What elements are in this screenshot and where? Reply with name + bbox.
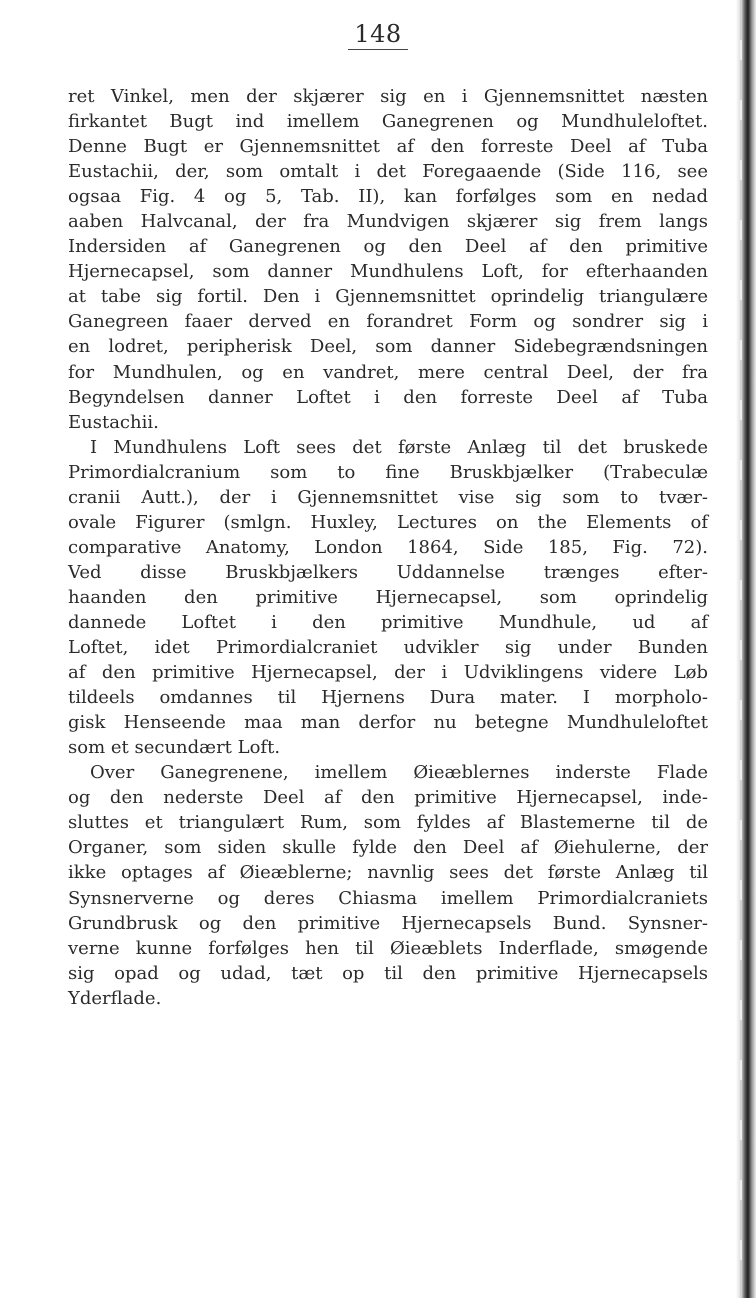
text-line: firkantet Bugt ind imellem Ganegrenen og Mundhuleloftet.: [68, 111, 708, 133]
text-line: Ganegreen faaer derved en forandret Form og sondrer sig i: [68, 311, 708, 333]
text-line: at tabe sig fortil. Den i Gjennemsnittet oprindelig triangulære: [68, 286, 708, 308]
text-line: Denne Bugt er Gjennemsnittet af den forreste Deel af Tuba: [68, 136, 708, 158]
body-text: [68, 84, 708, 1011]
text-line: verne kunne forfølges hen til Øieæblets Inderflade, smøgende: [68, 937, 708, 959]
text-line: aaben Halvcanal, der fra Mundvigen skjærer sig frem langs: [68, 211, 708, 233]
text-line: comparative Anatomy, London 1864, Side 185, Fig. 72).: [68, 536, 708, 558]
text-line: I Mundhulens Loft sees det første Anlæg til det bruskede: [90, 436, 708, 458]
text-line: Hjernecapsel, som danner Mundhulens Loft, for efterhaanden: [68, 261, 708, 283]
page-number: 148: [0, 20, 756, 48]
page-binding-edge: [736, 0, 756, 1298]
text-line: Eustachii, der, som omtalt i det Foregaaende (Side 116, see: [68, 161, 708, 183]
text-line: af den primitive Hjernecapsel, der i Udviklingens videre Løb: [68, 662, 708, 684]
text-line: ogsaa Fig. 4 og 5, Tab. II), kan forfølges som en nedad: [68, 186, 708, 208]
text-line: ikke optages af Øieæblerne; navnlig sees det første Anlæg til: [68, 862, 708, 884]
text-line: Organer, som siden skulle fylde den Deel af Øiehulerne, der: [68, 837, 708, 859]
text-line: cranii Autt.), der i Gjennemsnittet vise sig som to tvær-: [68, 486, 708, 508]
text-line: sig opad og udad, tæt op til den primitive Hjernecapsels: [68, 962, 708, 984]
text-line: og den nederste Deel af den primitive Hjernecapsel, inde-: [68, 787, 708, 809]
text-line: en lodret, peripherisk Deel, som danner Sidebegrændsningen: [68, 336, 708, 358]
text-line: ovale Figurer (smlgn. Huxley, Lectures on the Elements of: [68, 511, 708, 533]
text-line: ret Vinkel, men der skjærer sig en i Gjennemsnittet næsten: [68, 86, 708, 107]
text-line: tildeels omdannes til Hjernens Dura mater. I morpholo-: [68, 687, 708, 709]
text-line: Eustachii.: [68, 411, 159, 433]
text-line: som et secundært Loft.: [68, 737, 281, 759]
text-line: sluttes et triangulært Rum, som fyldes af Blastemerne til de: [68, 812, 708, 834]
text-line: Synsnerverne og deres Chiasma imellem Primordialcraniets: [68, 887, 708, 909]
text-line: Yderflade.: [68, 987, 162, 1009]
text-line: gisk Henseende maa man derfor nu betegne Mundhuleloftet: [68, 712, 708, 734]
text-line: Begyndelsen danner Loftet i den forreste Deel af Tuba: [68, 386, 708, 408]
text-line: dannede Loftet i den primitive Mundhule, ud af: [68, 611, 708, 633]
text-line: Loftet, idet Primordialcraniet udvikler sig under Bunden: [68, 637, 708, 659]
text-line: Primordialcranium som to fine Bruskbjælker (Trabeculæ: [68, 461, 708, 483]
text-line: Over Ganegrenene, imellem Øieæblernes inderste Flade: [90, 762, 708, 784]
text-line: Ved disse Bruskbjælkers Uddannelse trænges efter-: [68, 561, 708, 583]
text-line: Grundbrusk og den primitive Hjernecapsels Bund. Synsner-: [68, 912, 708, 934]
text-line: Indersiden af Ganegrenen og den Deel af den primitive: [68, 236, 708, 258]
text-line: haanden den primitive Hjernecapsel, som oprindelig: [68, 586, 708, 608]
text-line: for Mundhulen, og en vandret, mere central Deel, der fra: [68, 361, 708, 383]
